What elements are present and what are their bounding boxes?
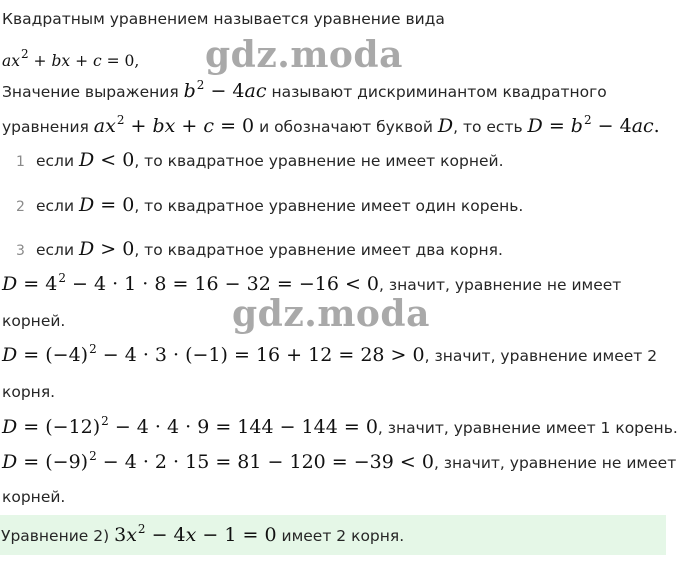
rule-item-2: 2 если D = 0, то квадратное уравнение имеет один корень.: [16, 194, 524, 216]
intro-line-1: Квадратным уравнением называется уравнение вида: [2, 10, 445, 28]
answer-line: Уравнение 2) $3x^2 - 4x - 1 = 0$ имеет 2 корня.: [1, 522, 405, 546]
solution-4-cont: корней.: [2, 488, 66, 506]
discriminant-line-2: уравнения $ax^2$ + bx + c = 0 и обозначают буквой D, то есть $D = b^2 - 4ac$.: [2, 113, 660, 137]
solution-2-cont: корня.: [2, 383, 56, 401]
rule-item-3: 3 если D > 0, то квадратное уравнение имеет два корня.: [16, 238, 503, 260]
quadratic-equation: $ax^2$ + bx + c = 0,: [2, 47, 140, 70]
solution-4: $D = (-9)^2 - 4 \cdot 2 \cdot 15 = 81 - 120 = -39 < 0$, значит, уравнение не имеет: [2, 449, 677, 473]
watermark-top: gdz.moda: [205, 34, 403, 76]
rule-item-1: 1 если D < 0, то квадратное уравнение не имеет корней.: [16, 149, 504, 171]
solution-3: $D = (-12)^2 - 4 \cdot 4 \cdot 9 = 144 - 144 = 0$, значит, уравнение имеет 1 корень.: [2, 414, 678, 438]
watermark-middle: gdz.moda: [232, 293, 430, 335]
solution-1: $D = 4^2 - 4 \cdot 1 \cdot 8 = 16 - 32 = -16 < 0$, значит, уравнение не имеет: [2, 271, 622, 295]
solution-2: $D = (-4)^2 - 4 \cdot 3 \cdot (-1) = 16 + 12 = 28 > 0$, значит, уравнение имеет 2: [2, 342, 658, 366]
solution-1-cont: корней.: [2, 312, 66, 330]
discriminant-line-1: Значение выражения $b^2 - 4ac$ называют дискриминантом квадратного: [2, 78, 607, 102]
